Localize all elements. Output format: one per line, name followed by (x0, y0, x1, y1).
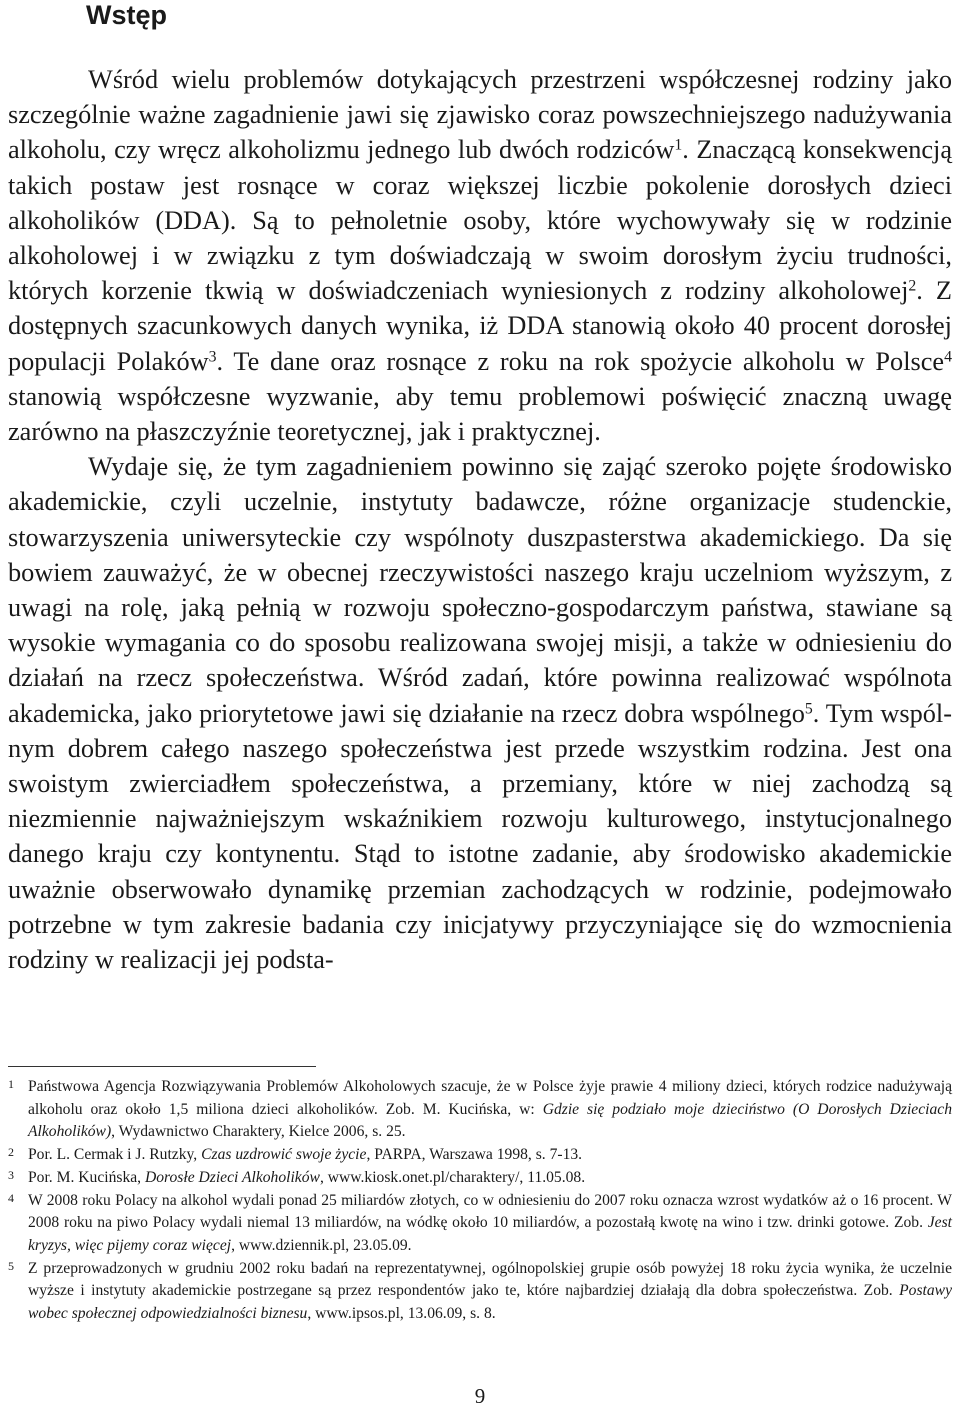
footnote-text: Państwowa Agencja Rozwiązywania Problemów Alkoholowych szacuje, że w Polsce żyje prawie 4 miliony dzieci, których rodzice nadużywają alkoholu oraz około 1,5 miliona dzieci alkoholików. Zob. M. Kucińska, w: (28, 1078, 952, 1118)
paragraph-2 (8, 449, 952, 977)
footnote-text: Por. M. Kucińska, (28, 1168, 145, 1186)
footnote-title: Postawy wobec społecznej odpowiedzialności biznesu (28, 1282, 952, 1323)
footnote-number: 4 (8, 1190, 14, 1205)
footnote-text: Z przeprowadzonych w grudniu 2002 roku badań na reprezentatywnej, ogólnopolskiej grupie osób powyżej 18 roku życia wynika, że uczelnie wyższe i instytuty akademickie postrzegane są przez respondentów jako te, które najbardziej działają dla dobra społeczeństwa. Zob. (28, 1259, 952, 1300)
footnote (8, 1167, 952, 1190)
paragraph-text: . Tym wspólnym dobrem całego naszego społeczeństwa jest przede wszystkim rodzina. Jest ona swoistym zwierciadłem społeczeństwa, a przemiany, które w niej zachodzą są niezmiennie najważniejszym wskaźnikiem rozwoju kulturowego, instytucjonalnego danego kraju czy kontynentu. Stąd to istotne zadanie, aby środowisko akademickie uważnie obserwowało dynamikę przemian zachodzących w rodzinie, podejmowało potrzebne w tym zakresie badania czy inicjatywy przyczyniające się do wzmocnienia rodziny w realizacji jej podsta- (8, 698, 953, 975)
body-text (8, 62, 952, 977)
paragraph-text: . Znaczącą konsekwencją takich postaw jest rosnące w coraz większej liczbie pokolenie dorosłych dzieci alkoholików (DDA). Są to pełnoletnie osoby, które wychowywały się w rodzinie alkoholowej i w związku z tym doświadczają w swoim dorosłym życiu trudności, których korzenie tkwią w doświadczeniach wyniesionych z rodziny alkoholowej (8, 135, 952, 306)
footnote-number: 1 (8, 1077, 14, 1091)
page-number: 9 (474, 1384, 486, 1408)
footnote-separator (8, 1066, 316, 1067)
footnote (8, 1076, 952, 1144)
footnote-ref: 3 (208, 347, 217, 365)
paragraph-text: stanowią współczesne wyzwanie, aby temu problemowi poświęcić znaczną uwagę zarówno na płaszczyźnie teoretycznej, jak i praktycznej. (8, 381, 952, 447)
footnote (8, 1190, 952, 1258)
footnote-text: , PARPA, Warszawa 1998, s. 7-13. (366, 1146, 583, 1164)
section-heading: Wstęp (86, 0, 167, 30)
footnote-text: , www.dziennik.pl, 23.05.09. (231, 1236, 412, 1254)
footnote-ref: 4 (944, 347, 952, 365)
paragraph-text: Wśród wielu problemów dotykających przestrzeni współczesnej rodziny jako szczególnie ważne zagadnienie jawi się zjawisko coraz powszechniejszego nadużywania alkoholu, czy wręcz alkoholizmu jednego lub dwóch rodziców (8, 65, 952, 165)
footnote-title: Dorosłe Dzieci Alkoholików (144, 1168, 320, 1186)
footnote-title: Gdzie się podziało moje dzieciństwo (O Dorosłych Dzieciach Alkoholików) (28, 1100, 952, 1141)
footnote-text: , www.ipsos.pl, 13.06.09, s. 8. (307, 1305, 496, 1323)
footnote-number: 3 (8, 1167, 14, 1182)
footnote-number: 5 (8, 1258, 14, 1273)
paragraph-text: Wydaje się, że tym zagadnieniem powinno się zająć szeroko pojęte środowisko akademickie, czyli uczelnie, instytuty badawcze, różne organizacje studenckie, stowarzyszenia uniwersyteckie czy wspólnoty duszpasterstwa akademickiego. Da się bowiem zauważyć, że w obecnej rzeczywistości naszego kraju uczelniom wyższym, z uwagi na rolę, jaką pełnią w rozwoju społeczno-gospodarczym państwa, stawiane są wysokie wymagania co do sposobu realizowana swojej misji, a także w odniesieniu do działań na rzecz społeczeństwa. Wśród zadań, które powinna realizować wspólnota akademicka, jako priorytetowe jawi się działanie na rzecz dobra wspólnego (8, 452, 952, 728)
footnote-ref: 5 (804, 699, 813, 717)
footnote-title: Jest kryzys, więc pijemy coraz więcej (28, 1214, 952, 1254)
footnote-ref: 1 (674, 136, 683, 154)
footnote-title: Czas uzdrowić swoje życie (201, 1146, 367, 1164)
footnote-text: , Wydawnictwo Charaktery, Kielce 2006, s. 25. (111, 1123, 406, 1141)
paragraph-text: . Te dane oraz rosnące z roku na rok spożycie alkoholu w Polsce (216, 346, 945, 376)
footnote-number: 2 (8, 1145, 14, 1160)
footnote-text: , www.kiosk.onet.pl/charaktery/, 11.05.08. (319, 1168, 586, 1186)
footnote-text: W 2008 roku Polacy na alkohol wydali ponad 25 miliardów złotych, co w odniesieniu do 2007 roku oznacza wzrost wydatków aż o 16 procent. W 2008 roku na piwo Polacy wydali niemal 13 miliardów, na wódkę około 10 miliardów, a pozostałą kwotę na wino i tzw. drinki gotowe. Zob. (28, 1191, 952, 1232)
footnote (8, 1258, 952, 1326)
paragraph-1 (8, 62, 952, 449)
footnotes (8, 1076, 952, 1326)
footnote-text: Por. L. Cermak i J. Rutzky, (28, 1146, 202, 1164)
paragraph-text: . Z dostępnych szacunkowych danych wynika, iż DDA stanowią około 40 procent dorosłej populacji Polaków (8, 276, 952, 376)
footnote-ref: 2 (908, 277, 917, 295)
footnote (8, 1144, 952, 1167)
